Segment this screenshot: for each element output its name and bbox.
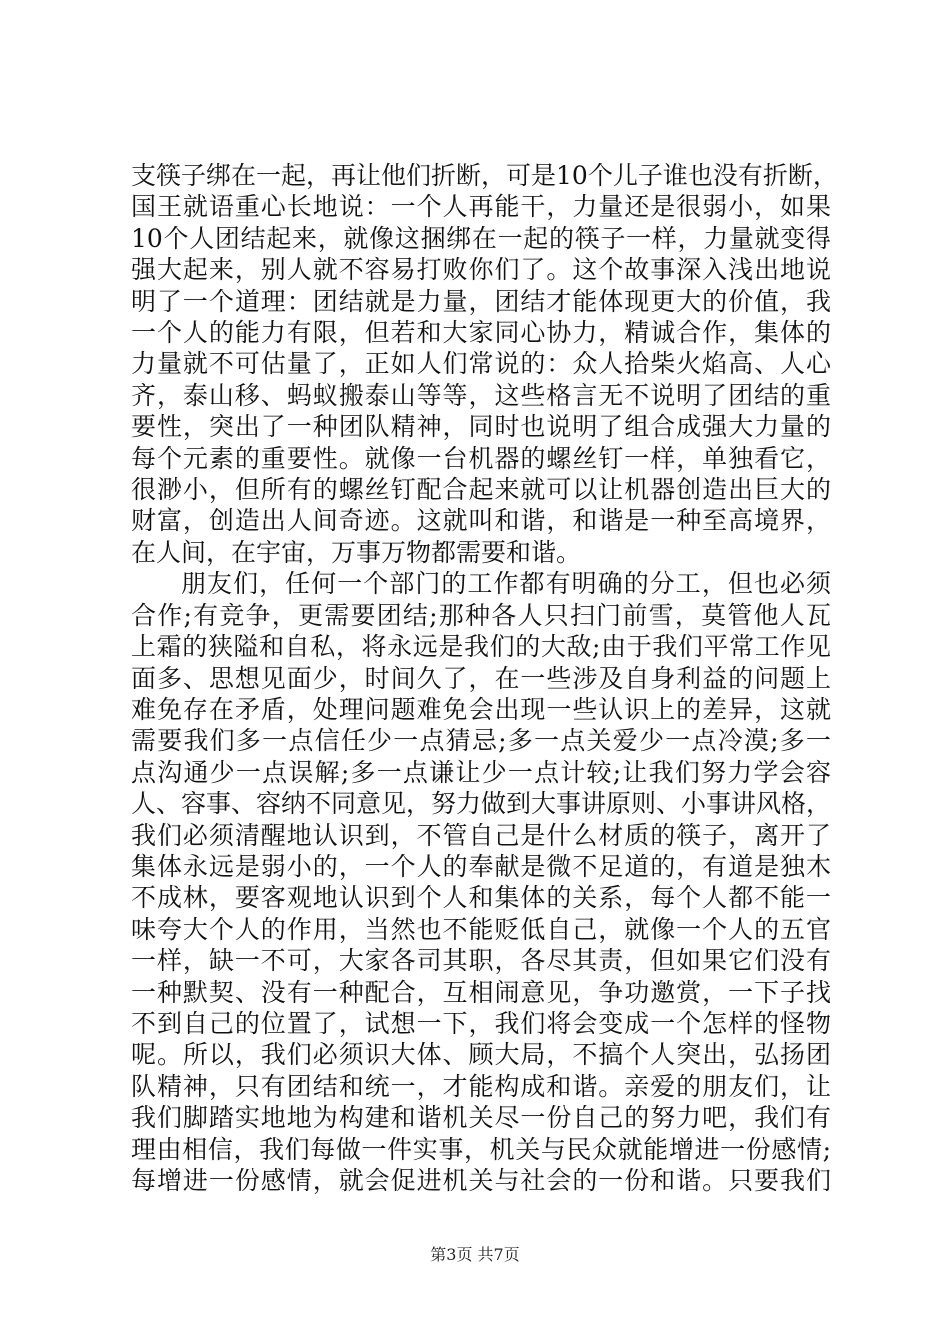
text-line: 人、容事、容纳不同意见，努力做到大事讲原则、小事讲风格，	[131, 789, 832, 819]
text-line: 味夸大个人的作用，当然也不能贬低自己，就像一个人的五官	[131, 914, 831, 944]
text-line: 点沟通少一点误解;多一点谦让少一点计较;让我们努力学会容	[131, 757, 831, 787]
text-line: 不到自己的位置了，试想一下，我们将会变成一个怎样的怪物	[131, 1008, 831, 1038]
text-line: 不成林，要客观地认识到个人和集体的关系，每个人都不能一	[131, 883, 831, 913]
text-line: 理由相信，我们每做一件实事，机关与民众就能增进一份感情;	[131, 1134, 831, 1164]
paragraph-start-line: 朋友们，任何一个部门的工作都有明确的分工，但也必须	[181, 569, 831, 599]
text-line: 队精神，只有团结和统一，才能构成和谐。亲爱的朋友们，让	[131, 1071, 831, 1101]
text-line: 明了一个道理：团结就是力量，团结才能体现更大的价值，我	[131, 286, 831, 316]
text-line: 每增进一份感情，就会促进机关与社会的一份和谐。只要我们	[131, 1166, 831, 1195]
text-line: 要性，突出了一种团队精神，同时也说明了组合成强大力量的	[131, 412, 831, 442]
text-line: 财富，创造出人间奇迹。这就叫和谐，和谐是一种至高境界，	[131, 506, 831, 536]
text-line: 一样，缺一不可，大家各司其职，各尽其责，但如果它们没有	[131, 946, 831, 976]
text-line: 我们必须清醒地认识到，不管自己是什么材质的筷子，离开了	[131, 820, 831, 850]
text-line: 集体永远是弱小的，一个人的奉献是微不足道的，有道是独木	[131, 851, 831, 881]
text-line: 齐，泰山移、蚂蚁搬泰山等等，这些格言无不说明了团结的重	[131, 380, 831, 410]
text-line: 一种默契、没有一种配合，互相闹意见，争功邀赏，一下子找	[131, 977, 831, 1007]
page-number-footer: 第3页 共7页	[430, 1245, 520, 1264]
text-line: 合作;有竞争，更需要团结;那种各人只扫门前雪，莫管他人瓦	[131, 600, 831, 630]
text-line: 需要我们多一点信任少一点猜忌;多一点关爱少一点冷漠;多一	[131, 726, 831, 756]
text-line: 我们脚踏实地地为构建和谐机关尽一份自己的努力吧，我们有	[131, 1103, 831, 1133]
text-line: 10个人团结起来，就像这捆绑在一起的筷子一样，力量就变得	[131, 223, 831, 253]
text-line: 一个人的能力有限，但若和大家同心协力，精诚合作，集体的	[131, 318, 831, 348]
text-line: 上霜的狭隘和自私，将永远是我们的大敌;由于我们平常工作见	[131, 632, 831, 662]
text-line: 难免存在矛盾，处理问题难免会出现一些认识上的差异，这就	[131, 694, 831, 724]
text-line: 很渺小，但所有的螺丝钉配合起来就可以让机器创造出巨大的	[131, 475, 831, 505]
text-line: 强大起来，别人就不容易打败你们了。这个故事深入浅出地说	[131, 255, 831, 285]
paragraph-end-line: 在人间，在宇宙，万事万物都需要和谐。	[131, 537, 582, 567]
text-line: 力量就不可估量了，正如人们常说的：众人拾柴火焰高、人心	[131, 349, 831, 379]
text-line: 每个元素的重要性。就像一台机器的螺丝钉一样，单独看它，	[131, 443, 831, 473]
text-line: 面多、思想见面少，时间久了，在一些涉及自身利益的问题上	[131, 663, 831, 693]
text-line: 国王就语重心长地说：一个人再能干，力量还是很弱小，如果	[131, 192, 831, 222]
text-line: 支筷子绑在一起，再让他们折断，可是10个儿子谁也没有折断，	[131, 161, 838, 190]
body-text	[131, 160, 838, 1196]
text-line: 呢。所以，我们必须识大体、顾大局，不搞个人突出，弘扬团	[131, 1040, 831, 1070]
